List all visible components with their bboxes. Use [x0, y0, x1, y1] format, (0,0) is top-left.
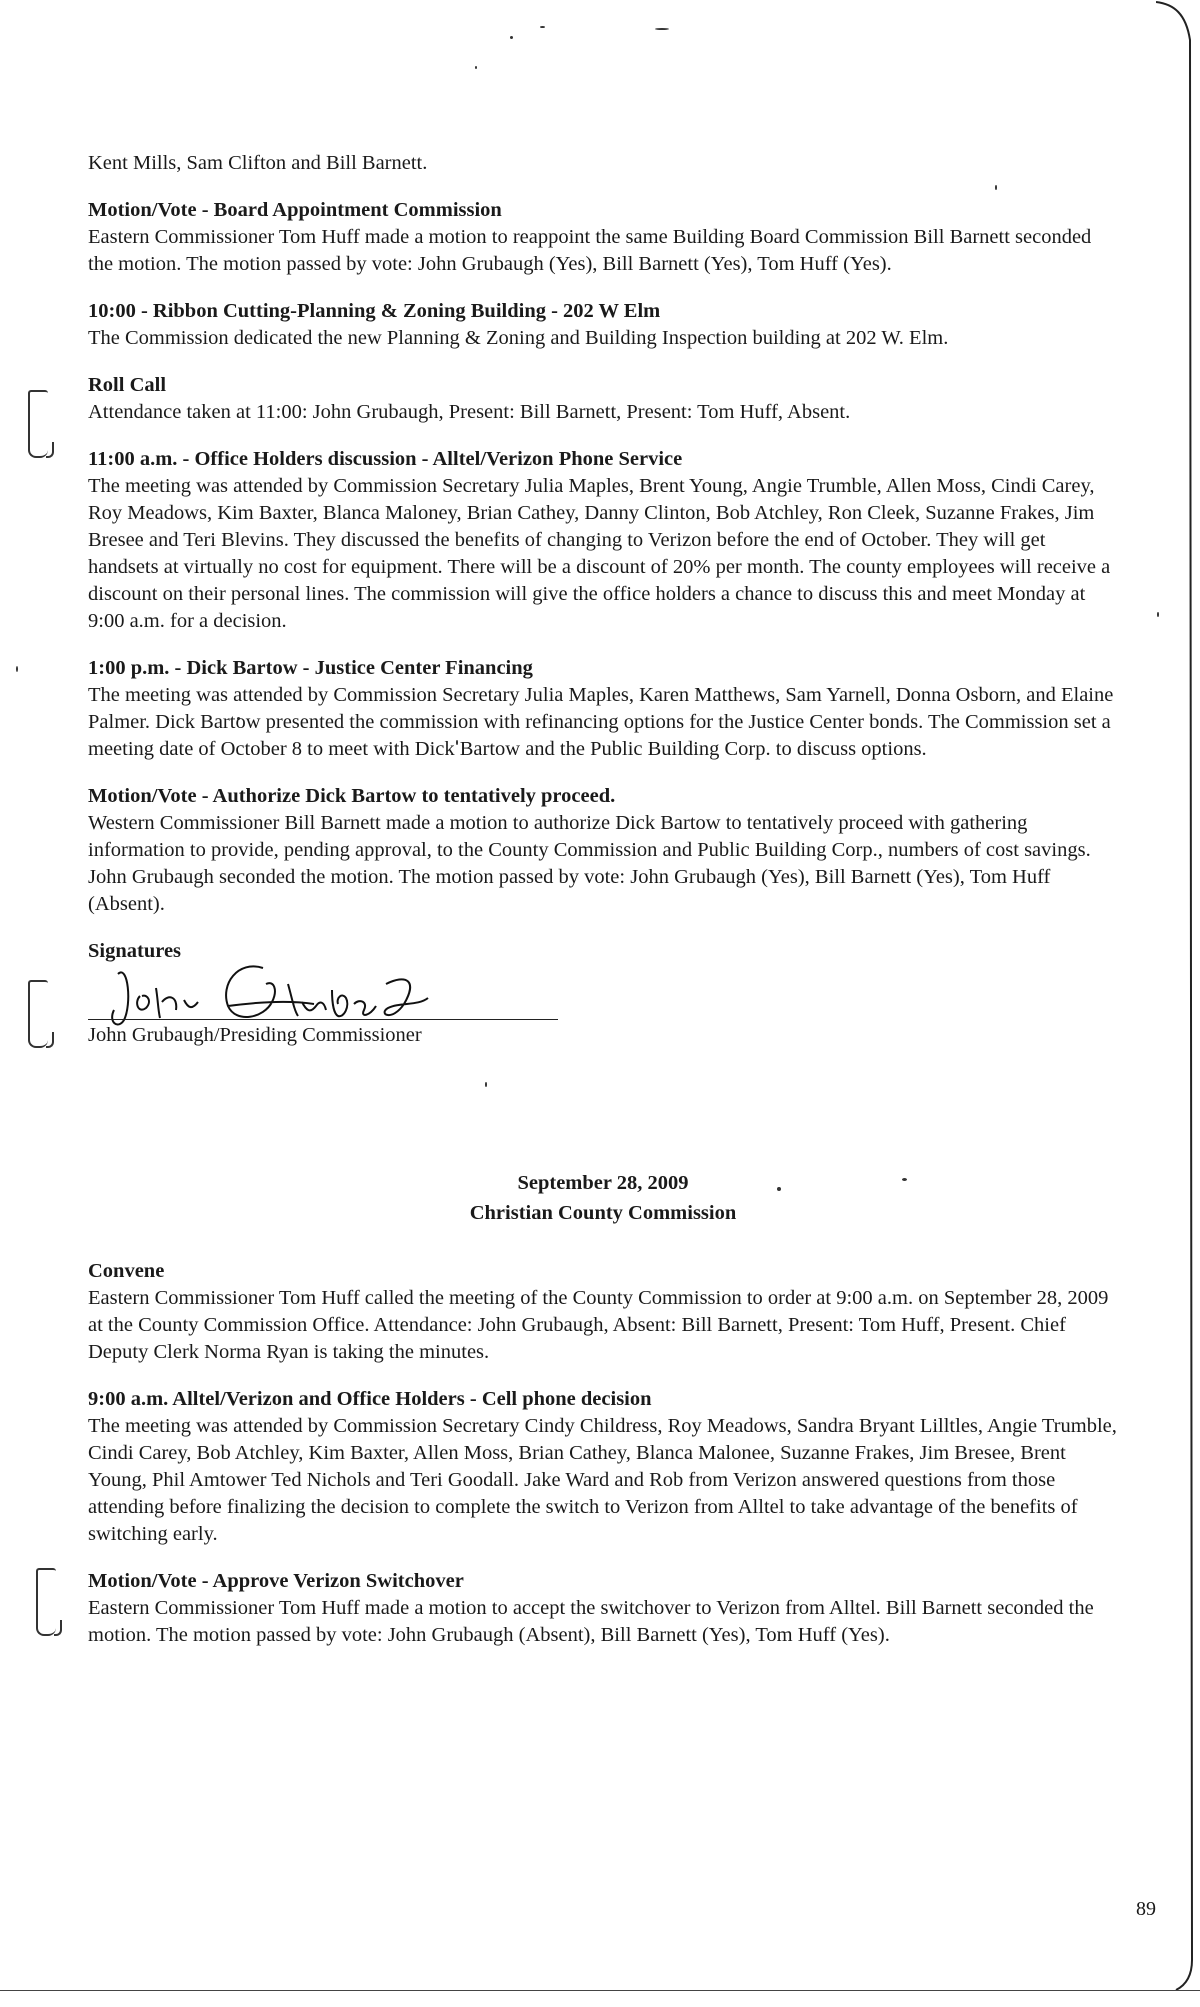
- section-heading: Roll Call: [88, 374, 167, 396]
- section-continuation: [88, 150, 1118, 177]
- section-roll-call: [88, 372, 1118, 426]
- section-body: The meeting was attended by Commission Secretary Cindy Childress, Roy Meadows, Sandra Bryant Lilltles, Angie Trumble, Cindi Carey, Bob Atchley, Kim Baxter, Allen Moss, Brian Cathey, Blanca Malonee, Suzanne Frakes, Jim Bresee, Brent Young, Phil Amtower Ted Nichols and Teri Goodall. Jake Ward and Rob from Verizon answered questions from those attending before finalizing the decision to complete the switch to Verizon from Alltel to take advantage of the benefits of switching early.: [88, 1415, 1117, 1545]
- section-body: Kent Mills, Sam Clifton and Bill Barnett.: [88, 152, 428, 174]
- handwritten-signature: [88, 944, 508, 1034]
- section-heading: Convene: [88, 1260, 165, 1282]
- signature-caption: John Grubaugh/Presiding Commissioner: [88, 1024, 422, 1046]
- section-justice-center-financing: [88, 655, 1118, 763]
- section-ribbon-cutting: [88, 298, 1118, 352]
- section-convene: [88, 1258, 1118, 1366]
- margin-bracket-mark: [36, 1568, 56, 1636]
- signatures-label: Signatures: [88, 940, 182, 962]
- section-body: The meeting was attended by Commission Secretary Julia Maples, Karen Matthews, Sam Yarnell, Donna Osborn, and Elaine Palmer. Dick Bartow presented the commission with refinancing options for the Justice Center bonds. The Commission set a meeting date of October 8 to meet with Dick Bartow and the Public Building Corp. to discuss options.: [88, 684, 1114, 760]
- section-body: Eastern Commissioner Tom Huff made a motion to reappoint the same Building Board Commission Bill Barnett seconded the motion. The motion passed by vote: John Grubaugh (Yes), Bill Barnett (Yes), Tom Huff (Yes).: [88, 226, 1092, 275]
- section-heading: Motion/Vote - Authorize Dick Bartow to tentatively proceed.: [88, 785, 616, 807]
- scan-speck: [655, 28, 669, 30]
- scan-speck: [1157, 612, 1159, 617]
- scan-speck: [475, 66, 477, 69]
- section-heading: 10:00 - Ribbon Cutting-Planning & Zoning Building - 202 W Elm: [88, 300, 661, 322]
- page-edge-bottom: [0, 1990, 1200, 1994]
- section-heading: 9:00 a.m. Alltel/Verizon and Office Holders - Cell phone decision: [88, 1388, 652, 1410]
- page-number: 89: [1136, 1898, 1156, 1920]
- section-heading: 11:00 a.m. - Office Holders discussion - Alltel/Verizon Phone Service: [88, 448, 683, 470]
- section-office-holders-discussion: [88, 446, 1118, 635]
- margin-bracket-mark: [28, 390, 48, 458]
- minutes-content: [88, 150, 1118, 1669]
- section-body: The Commission dedicated the new Planning & Zoning and Building Inspection building at 202 W. Elm.: [88, 327, 949, 349]
- section-body: Attendance taken at 11:00: John Grubaugh, Present: Bill Barnett, Present: Tom Huff, Absent.: [88, 401, 851, 423]
- signature-block: [88, 938, 1118, 1048]
- section-heading: Motion/Vote - Approve Verizon Switchover: [88, 1570, 464, 1592]
- section-authorize-bartow: [88, 783, 1118, 918]
- margin-bracket-mark: [28, 980, 48, 1048]
- scan-speck: [540, 26, 545, 28]
- scan-speck: [16, 666, 18, 672]
- page-edge-curve: [1156, 0, 1196, 2007]
- section-body: The meeting was attended by Commission Secretary Julia Maples, Brent Young, Angie Trumble, Allen Moss, Cindi Carey, Roy Meadows, Kim Baxter, Blanca Maloney, Brian Cathey, Danny Clinton, Bob Atchley, Ron Cleek, Suzanne Frakes, Jim Bresee and Teri Blevins. They discussed the benefits of changing to Verizon before the end of October. They will get handsets at virtually no cost for equipment. There will be a discount of 20% per month. The county employees will receive a discount on their personal lines. The commission will give the office holders a chance to discuss this and meet Monday at 9:00 a.m. for a decision.: [88, 475, 1111, 632]
- meeting-header: [88, 1168, 1118, 1228]
- meeting-date: September 28, 2009: [517, 1172, 689, 1194]
- section-heading: 1:00 p.m. - Dick Bartow - Justice Center Financing: [88, 657, 533, 679]
- section-heading: Motion/Vote - Board Appointment Commission: [88, 199, 502, 221]
- meeting-body: Christian County Commission: [469, 1202, 737, 1224]
- section-body: Eastern Commissioner Tom Huff made a motion to accept the switchover to Verizon from Alltel. Bill Barnett seconded the motion. The motion passed by vote: John Grubaugh (Absent), Bill Barnett (Yes), Tom Huff (Yes).: [88, 1597, 1094, 1646]
- section-verizon-switchover: [88, 1568, 1118, 1649]
- section-board-appointment: [88, 197, 1118, 278]
- section-cell-phone-decision: [88, 1386, 1118, 1548]
- section-body: Western Commissioner Bill Barnett made a motion to authorize Dick Bartow to tentatively proceed with gathering information to provide, pending approval, to the County Commission and Public Building Corp., numbers of cost savings. John Grubaugh seconded the motion. The motion passed by vote: John Grubaugh (Yes), Bill Barnett (Yes), Tom Huff (Absent).: [88, 812, 1091, 915]
- scan-speck: [510, 36, 513, 39]
- section-body: Eastern Commissioner Tom Huff called the meeting of the County Commission to order at 9:00 a.m. on September 28, 2009 at the County Commission Office. Attendance: John Grubaugh, Absent: Bill Barnett, Present: Tom Huff, Present. Chief Deputy Clerk Norma Ryan is taking the minutes.: [88, 1287, 1109, 1363]
- signature-line: [88, 1019, 558, 1020]
